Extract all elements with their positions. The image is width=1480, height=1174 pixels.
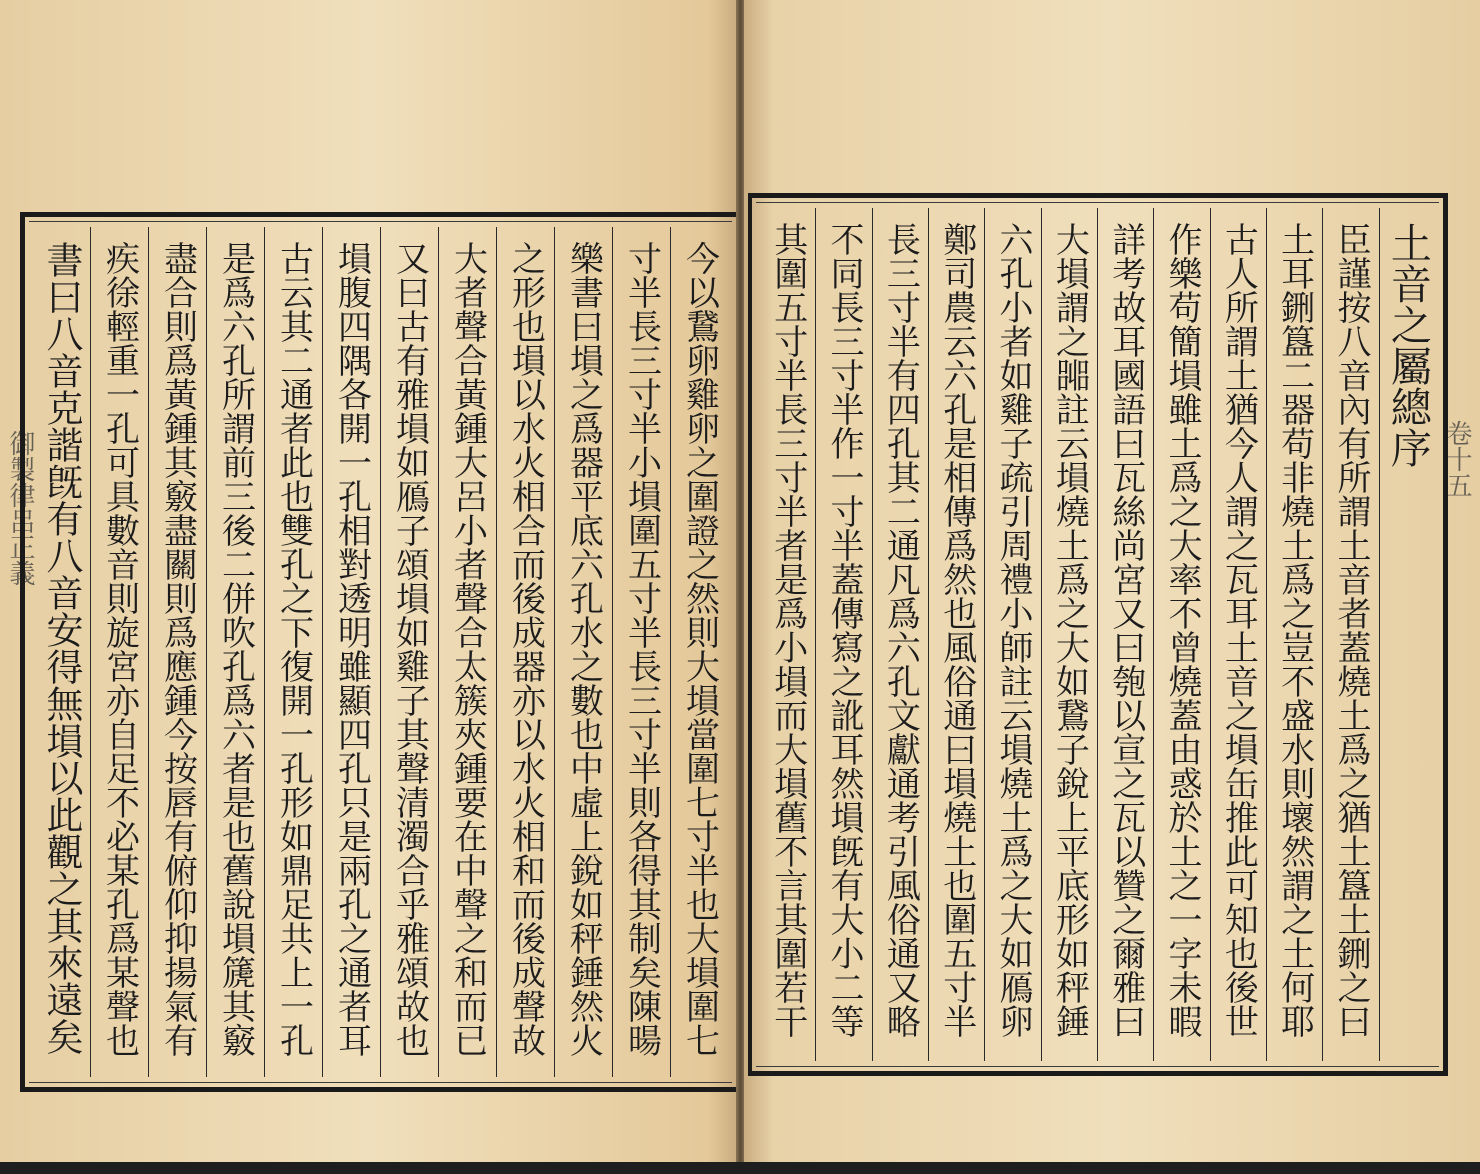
text-column: 今以鵞卵雞卵之圍證之然則大塤當圍七寸半也大塤圍七 xyxy=(670,227,728,1077)
text-column: 土耳鉶簋二器苟非燒土爲之豈不盛水則壞然謂之土何耶 xyxy=(1266,208,1322,1061)
text-column: 其圍五寸半長三寸半者是爲小塤而大塤舊不言其圍若干 xyxy=(767,222,808,1038)
text-column: 書曰八音克諧旣有八音安得無塤以此觀之其來遠矣 xyxy=(40,241,83,1055)
left-margin-label: 御製律呂正義 xyxy=(5,430,35,586)
right-columns xyxy=(760,208,1435,1061)
right-text-frame xyxy=(748,193,1448,1076)
text-column: 是爲六孔所謂前三後二併吹孔爲六者是也舊說塤篪其竅 xyxy=(206,227,264,1077)
text-column: 古人所謂土猶今人謂之瓦耳土音之塤缶推此可知也後世 xyxy=(1210,208,1266,1061)
text-column: 不同長三寸半作一寸半蓋傳寫之訛耳然塤旣有大小二等 xyxy=(815,208,871,1061)
text-column: 鄭司農云六孔是相傳爲然也風俗通曰塤燒土也圍五寸半 xyxy=(928,208,984,1061)
text-column: 大塤謂之嘂註云塤燒土爲之大如鵞子銳上平底形如秤錘 xyxy=(1041,208,1097,1061)
text-column: 寸半長三寸半小塤圍五寸半長三寸半則各得其制矣陳暘 xyxy=(612,227,670,1077)
text-column: 六孔小者如雞子疏引周禮小師註云塤燒土爲之大如鴈卵 xyxy=(984,208,1040,1061)
text-column: 又曰古有雅塤如鴈子頌塤如雞子其聲清濁合乎雅頌故也 xyxy=(380,227,438,1077)
text-column: 古云其二通者此也雙孔之下復開一孔形如鼎足共上一孔 xyxy=(264,227,322,1077)
text-column: 盡合則爲黃鍾其竅盡關則爲應鍾今按唇有俯仰抑揚氣有 xyxy=(148,227,206,1077)
left-text-frame xyxy=(20,212,736,1092)
text-column: 疾徐輕重一孔可具數音則旋宮亦自足不必某孔爲某聲也 xyxy=(90,227,148,1077)
text-column: 大者聲合黃鍾大呂小者聲合太簇夾鍾要在中聲之和而已 xyxy=(438,227,496,1077)
text-column: 之形也塤以水火相合而後成器亦以水火相和而後成聲故 xyxy=(496,227,554,1077)
text-column: 作樂苟簡塤雖土爲之大率不曾燒蓋由惑於土之一字未暇 xyxy=(1153,208,1209,1061)
section-title-column xyxy=(1379,208,1435,1061)
text-column: 詳考故耳國語曰瓦絲尚宮又曰匏以宣之瓦以贊之爾雅曰 xyxy=(1097,208,1153,1061)
right-page xyxy=(744,0,1480,1162)
right-margin-label: 卷十五 xyxy=(1442,420,1472,498)
text-column: 塤腹四隅各開一孔相對透明雖顯四孔只是兩孔之通者耳 xyxy=(322,227,380,1077)
left-columns xyxy=(33,227,728,1077)
text-column: 長三寸半有四孔其二通凡爲六孔文獻通考引風俗通又略 xyxy=(872,208,928,1061)
text-column: 樂書曰塤之爲器平底六孔水之數也中虛上銳如秤錘然火 xyxy=(554,227,612,1077)
section-title: 土音之屬總序 xyxy=(1383,222,1432,468)
text-column: 臣謹按八音內有所謂土音者蓋燒土爲之猶土簋土鉶之曰 xyxy=(1322,208,1378,1061)
left-page xyxy=(0,0,737,1162)
